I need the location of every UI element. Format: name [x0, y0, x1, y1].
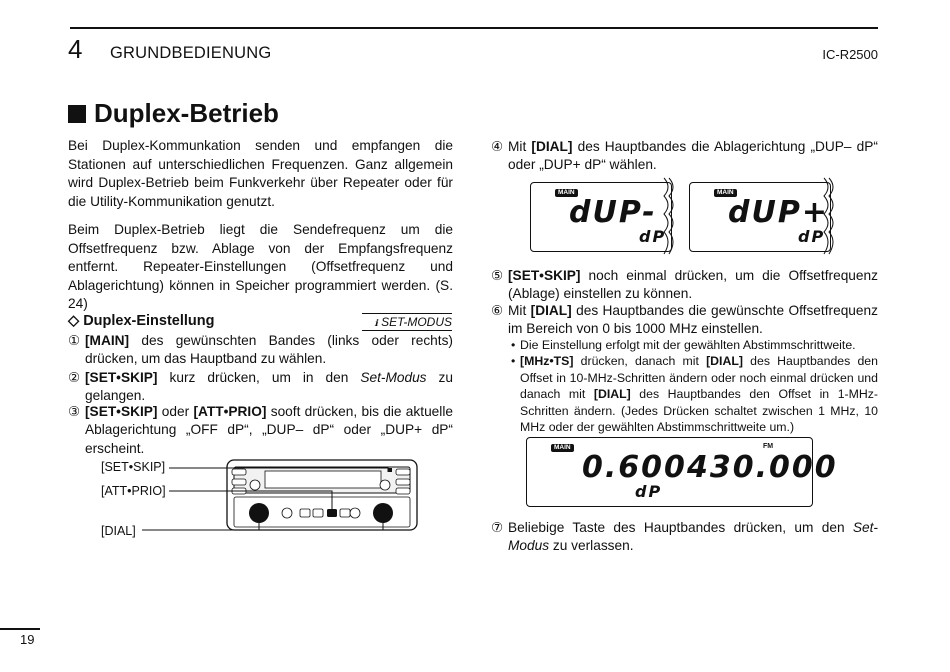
lcd-dup-plus-text: dUP+: [728, 195, 829, 230]
step-text: des Hauptbandes die gewünschte Offsetfrequenz im Bereich von 0 bis 1000 MHz einstellen.: [508, 303, 878, 337]
step-5: [491, 267, 878, 304]
lcd-offset-value: 0.600: [582, 450, 687, 485]
subsection-title: Duplex-Einstellung: [83, 313, 215, 329]
chapter-title: GRUNDBEDIENUNG: [110, 44, 272, 62]
step-text: zu verlassen.: [549, 538, 634, 554]
step-number: ⑥: [491, 303, 504, 318]
bullet-dot: •: [511, 354, 516, 368]
break-mark-icon: [660, 178, 680, 254]
step-2: [68, 369, 453, 406]
bullet-1: [511, 337, 878, 354]
model-name: IC-R2500: [822, 47, 878, 62]
step-italic: Set-Modus: [360, 370, 427, 385]
step-number: ⑦: [491, 520, 504, 535]
chapter-number: 4: [68, 34, 83, 64]
step-text: noch einmal drücken, um die Offsetfrequenz (Ablage) einstellen zu können.: [508, 268, 878, 302]
step-text: Mit: [508, 139, 532, 154]
page-number: 19: [20, 632, 35, 647]
lcd-dp-indicator: dP: [635, 482, 663, 501]
key-mhz-ts: [MHz•TS]: [520, 354, 574, 368]
info-icon: ℹ: [374, 318, 378, 328]
bullet-text: drücken, danach mit: [573, 354, 707, 368]
key-set-skip: [SET•SKIP]: [85, 370, 158, 385]
step-3: [68, 403, 453, 458]
lcd-frequency-value: 430.000: [687, 450, 838, 485]
key-dial: [DIAL]: [706, 354, 743, 368]
lcd-dp-indicator: dP: [798, 227, 826, 246]
intro-paragraph-2: Beim Duplex-Betrieb liegt die Sendefrequenz um die Offsetfrequenz bzw. Ablage von der Empfangsfrequenz entfernt. Repeater-Einstellungen (Offsetfrequenz und Ablagerichtung) können in Speicher programmiert werden. (S. 24): [68, 222, 453, 312]
lcd-dup-minus: [530, 182, 672, 252]
bullet-text: Die Einstellung erfolgt mit der gewählten Abstimmschrittweite.: [520, 338, 856, 352]
header-rule: [70, 27, 878, 29]
step-text: des gewünschten Bandes (links oder rechts) drücken, um das Hauptband zu wählen.: [85, 333, 453, 367]
break-mark-icon: [820, 178, 840, 254]
subsection-heading: [68, 313, 215, 329]
main-badge: MAIN: [555, 189, 578, 197]
section-title: Duplex-Betrieb: [94, 98, 279, 128]
key-att-prio: [ATT•PRIO]: [193, 404, 267, 419]
key-main: [MAIN]: [85, 333, 130, 348]
key-dial: [DIAL]: [531, 139, 573, 154]
diamond-icon: ◇: [68, 313, 80, 329]
step-number: ③: [68, 404, 81, 419]
main-badge: MAIN: [714, 189, 737, 197]
step-6: [491, 302, 878, 339]
mode-tag-label: SET-MODUS: [381, 315, 452, 329]
callout-set-skip: [SET•SKIP]: [101, 460, 166, 474]
step-text: Beliebige Taste des Hauptbandes drücken, um den: [508, 520, 853, 535]
bullet-dot: •: [511, 338, 516, 352]
callout-att-prio: [ATT•PRIO]: [101, 484, 166, 498]
step-text: oder: [157, 404, 194, 419]
step-number: ②: [68, 370, 81, 385]
lcd-dp-indicator: dP: [639, 227, 667, 246]
key-set-skip: [SET•SKIP]: [85, 404, 158, 419]
key-set-skip: [SET•SKIP]: [508, 268, 581, 283]
step-text: des Hauptbandes die Ablagerichtung „DUP– dP“ oder „DUP+ dP“ wählen.: [508, 139, 878, 173]
set-mode-tag: [362, 313, 452, 331]
step-italic: Set-Modus: [508, 520, 878, 554]
step-text: kurz drücken, um in den: [157, 370, 361, 385]
lcd-dup-minus-text: dUP-: [569, 195, 657, 230]
bullet-text: des Hauptbandes den Offset in 10-MHz-Schritten ändern oder noch einmal drücken und danach mit: [520, 354, 878, 401]
lcd-dup-plus: [689, 182, 831, 252]
step-7: [491, 519, 878, 556]
lcd-offset-frequency: [526, 437, 838, 507]
callout-dial: [DIAL]: [101, 524, 136, 538]
step-4: [491, 138, 878, 175]
key-dial: [DIAL]: [530, 303, 572, 318]
main-badge: MAIN: [551, 444, 574, 452]
step-number: ④: [491, 139, 504, 154]
step-text: zu gelangen.: [85, 370, 453, 404]
step-number: ⑤: [491, 268, 504, 283]
footer-rule: [0, 628, 40, 630]
step-number: ①: [68, 333, 81, 348]
square-bullet-icon: [68, 105, 86, 123]
key-dial: [DIAL]: [593, 387, 631, 401]
step-text: Mit: [508, 303, 531, 318]
bullet-text: des Hauptbandes den Offset in 1-MHz-Schritten ändern. (Jedes Drücken schaltet zwischen 1 MHz, 10 MHz oder der gewählten Abstimmschrittweite um.): [520, 387, 878, 434]
section-heading: [68, 98, 279, 129]
bullet-2: [511, 353, 878, 436]
front-panel-illustration: [160, 455, 425, 540]
intro-paragraph-1: Bei Duplex-Kommunkation senden und empfangen die Stationen auf unterschiedlichen Frequenzen. Ganz allgemein wird Duplex-Betrieb beim Funkverkehr über Repeater oder für die Utility-Kommunikation genutzt.: [68, 138, 453, 209]
step-text: sooft drücken, bis die aktuelle Ablagerichtung „OFF dP“, „DUP– dP“ oder „DUP+ dP“ erscheint.: [85, 404, 453, 456]
fm-indicator: FM: [763, 443, 774, 450]
step-1: [68, 332, 453, 369]
